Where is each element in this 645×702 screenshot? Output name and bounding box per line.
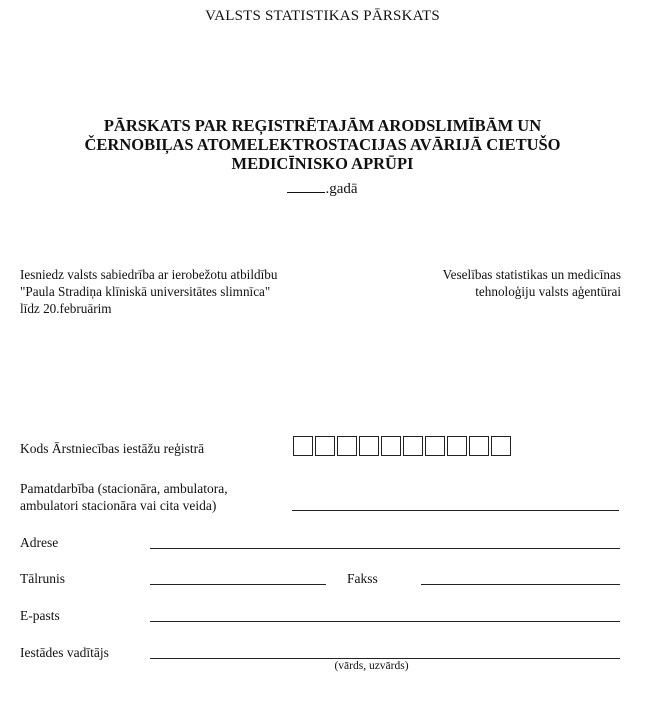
email-label: E-pasts [20,608,60,623]
activity-field[interactable] [292,510,619,511]
report-title-line-1: PĀRSKATS PAR REĢISTRĒTAJĀM ARODSLIMĪBĀM UN [103,116,542,135]
email-field[interactable] [150,621,620,622]
activity-label-line-2: ambulatori stacionāra vai cita veida) [20,498,217,513]
report-title-line-3: MEDICĪNISKO APRŪPI [231,154,414,173]
head-name-field[interactable] [150,658,620,659]
head-name-caption: (vārds, uzvārds) [334,660,409,672]
code-boxes [293,436,513,456]
phone-label: Tālrunis [20,571,65,586]
address-label: Adrese [20,535,59,550]
code-label: Kods Ārstniecības iestāžu reģistrā [20,441,205,456]
code-digit-box[interactable] [337,436,357,456]
code-digit-box[interactable] [293,436,313,456]
fax-label: Fakss [347,571,378,586]
code-digit-box[interactable] [469,436,489,456]
code-digit-box[interactable] [491,436,511,456]
activity-label-line-1: Pamatdarbība (stacionāra, ambulatora, [20,481,228,496]
submitter-line-2: "Paula Stradiņa klīniskā universitātes slimnīca" [20,284,271,299]
submission-deadline: līdz 20.februārim [20,301,112,316]
activity-label [20,480,228,514]
submitter-line-1: Iesniedz valsts sabiedrība ar ierobežotu atbildību [20,267,278,282]
report-year [0,179,645,198]
receiver-block [341,266,621,300]
submitter-block [20,266,360,317]
phone-field[interactable] [150,584,326,585]
code-digit-box[interactable] [359,436,379,456]
receiver-line-2: tehnoloģiju valsts aģentūrai [475,284,621,299]
code-digit-box[interactable] [315,436,335,456]
form-type-heading: VALSTS STATISTIKAS PĀRSKATS [205,8,440,24]
report-title-line-2: ČERNOBIĻAS ATOMELEKTROSTACIJAS AVĀRIJĀ CIETUŠO [84,135,561,154]
code-digit-box[interactable] [381,436,401,456]
code-digit-box[interactable] [425,436,445,456]
code-digit-box[interactable] [447,436,467,456]
head-label: Iestādes vadītājs [20,645,109,660]
year-suffix: .gadā [325,181,358,197]
fax-field[interactable] [421,584,620,585]
address-field[interactable] [150,548,620,549]
receiver-line-1: Veselības statistikas un medicīnas [442,267,621,282]
code-digit-box[interactable] [403,436,423,456]
report-title [0,116,645,173]
year-input[interactable] [287,179,325,193]
